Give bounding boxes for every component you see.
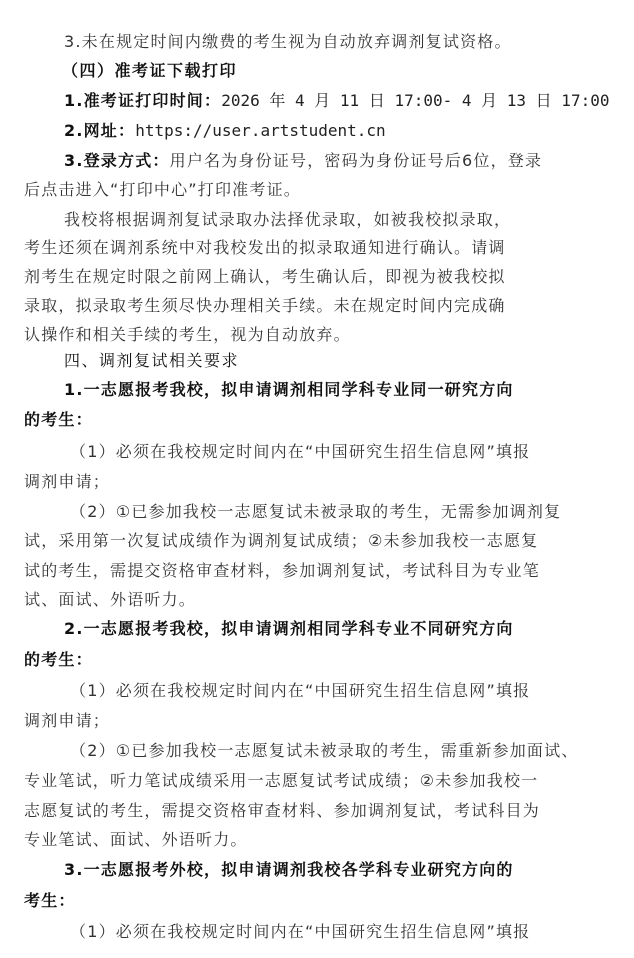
case-1-heading-continued: 的考生： bbox=[24, 410, 93, 429]
case-2-item-1-continued: 调剂申请； bbox=[24, 711, 111, 730]
case-1-item-2-line-3: 试的考生，需提交资格审查材料，参加调剂复试，考试科目为专业笔 bbox=[24, 561, 541, 580]
admission-paragraph-line-2: 考生还须在调剂系统中对我校发出的拟录取通知进行确认。请调 bbox=[24, 238, 506, 257]
case-1-heading: 1.一志愿报考我校，拟申请调剂相同学科专业同一研究方向 bbox=[64, 380, 514, 399]
print-time-value: 2026 年 4 月 11 日 17:00- 4 月 13 日 17:00 bbox=[221, 91, 610, 110]
case-2-item-2-line-3: 志愿复试的考生，需提交资格审查材料、参加调剂复试，考试科目为 bbox=[24, 801, 541, 820]
case-1-item-2-line-2: 试，采用第一次复试成绩作为调剂复试成绩；②未参加我校一志愿复 bbox=[24, 531, 539, 550]
case-1-item-1-continued: 调剂申请； bbox=[24, 472, 111, 491]
section-heading-admission-ticket: （四）准考证下载打印 bbox=[62, 61, 238, 80]
case-1-item-2-line-4: 试、面试、外语听力。 bbox=[24, 590, 197, 609]
case-2-heading-continued: 的考生： bbox=[24, 650, 93, 669]
login-method-item bbox=[0, 151, 634, 171]
case-1-item-1: （1）必须在我校规定时间内在“中国研究生招生信息网”填报 bbox=[70, 442, 531, 461]
case-3-heading: 3.一志愿报考外校，拟申请调剂我校各学科专业研究方向的 bbox=[64, 860, 514, 879]
website-label: 2.网址： bbox=[64, 121, 136, 140]
fee-deadline-note: 3.未在规定时间内缴费的考生视为自动放弃调剂复试资格。 bbox=[64, 32, 512, 51]
case-2-item-2-line-4: 专业笔试、面试、外语听力。 bbox=[24, 830, 248, 849]
case-2-heading: 2.一志愿报考我校，拟申请调剂相同学科专业不同研究方向 bbox=[64, 619, 514, 638]
print-time-item bbox=[0, 91, 634, 111]
website-item bbox=[0, 121, 634, 141]
case-2-item-1: （1）必须在我校规定时间内在“中国研究生招生信息网”填报 bbox=[70, 681, 531, 700]
admission-paragraph-line-3: 剂考生在规定时限之前网上确认，考生确认后，即视为被我校拟 bbox=[24, 267, 506, 286]
login-method-label: 3.登录方式： bbox=[64, 151, 170, 170]
case-2-item-2: （2）①已参加我校一志愿复试未被录取的考生，需重新参加面试、 bbox=[70, 741, 579, 760]
section-heading-requirements: 四、调剂复试相关要求 bbox=[64, 351, 240, 370]
case-1-item-2: （2）①已参加我校一志愿复试未被录取的考生，无需参加调剂复 bbox=[70, 502, 562, 521]
login-method-continued: 后点击进入“打印中心”打印准考证。 bbox=[24, 180, 301, 199]
case-3-heading-continued: 考生： bbox=[24, 891, 76, 910]
case-2-item-2-line-2: 专业笔试，听力笔试成绩采用一志愿复试考试成绩；②未参加我校一 bbox=[24, 771, 539, 790]
print-time-label: 1.准考证打印时间： bbox=[64, 91, 222, 110]
admission-paragraph-line-5: 认操作和相关手续的考生，视为自动放弃。 bbox=[24, 325, 351, 344]
admission-paragraph-line-4: 录取，拟录取考生须尽快办理相关手续。未在规定时间内完成确 bbox=[24, 296, 506, 315]
admission-paragraph-line-1: 我校将根据调剂复试录取办法择优录取，如被我校拟录取， bbox=[64, 210, 512, 229]
case-3-item-1: （1）必须在我校规定时间内在“中国研究生招生信息网”填报 bbox=[70, 922, 531, 941]
login-method-value: 用户名为身份证号，密码为身份证号后6位，登录 bbox=[169, 151, 543, 170]
website-link[interactable]: https://user.artstudent.cn bbox=[135, 121, 386, 140]
